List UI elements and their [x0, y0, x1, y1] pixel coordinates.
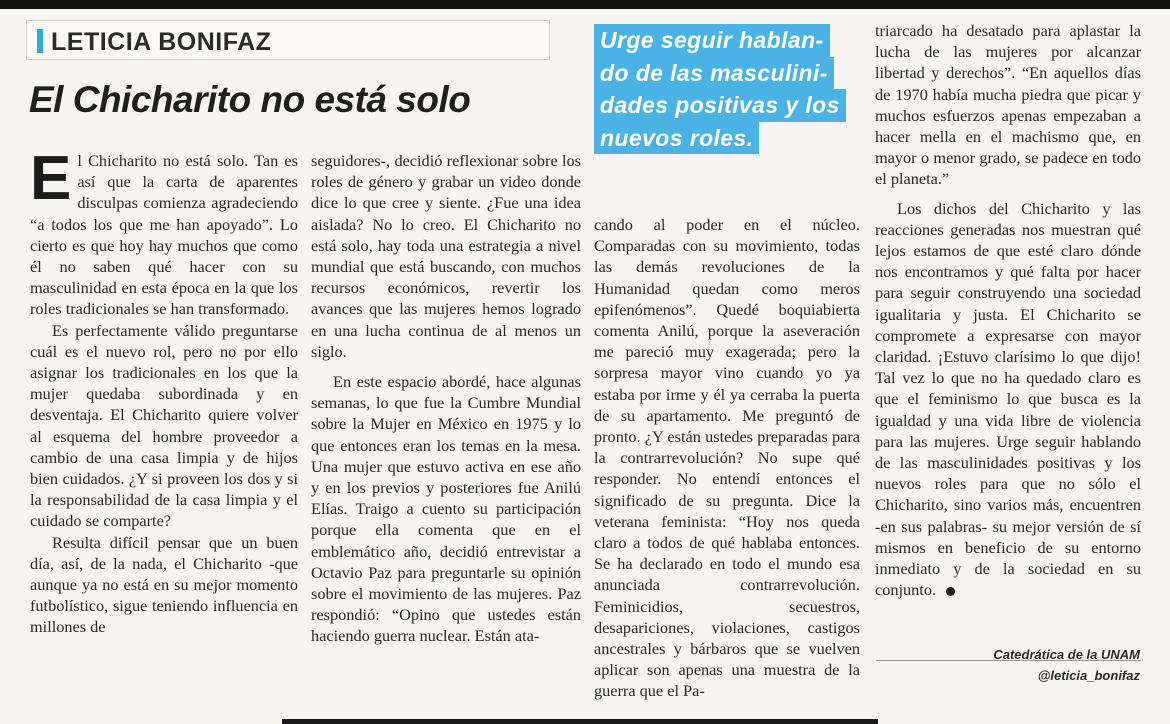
paragraph: cando al poder en el núcleo. Comparadas con su movimiento, todas las demás revoluciones de la Humanidad quedan como meros epifenómenos”. Quedé boquiabierta comenta Anilú, porque la aseveración me pareció muy exagerada; pero la sorpresa mayor vino cuando yo ya estaba por irme y él ya cerraba la puerta de su apartamento. Me preguntó de pronto. ¿Y están ustedes preparadas para la contrarrevolución? No supe qué responder. No entendí entonces el significado de su pregunta. Dice la veterana feminista: “Hoy nos queda claro a todos de qué hablaba entonces. Se ha declarado en todo el mundo esa anunciada contrarrevolución. Feminicidios, secuestros, desapariciones, violaciones, castigos ancestrales y bárbaros que se vuelven aplicar son apenas una muestra de la guerra que el Pa- [594, 215, 860, 701]
paragraph-text: Los dichos del Chicharito y las reacciones generadas nos muestran qué lejos estamos de que esté claro dónde nos encontramos y qué falta por hacer para seguir construyendo una sociedad igualitaria y justa. El Chicharito se compromete a expresarse con mayor claridad. ¡Estuvo clarísimo lo que dijo! Tal vez lo que no ha quedado claro es que el feminismo lo que busca es la igualdad y una vida libre de violencia para las mujeres. Urge seguir hablando de las masculinidades positivas y los nuevos roles para que no sólo el Chicharito, sino varios más, encuentren -en sus palabras- su mejor versión de sí mismos en beneficio de su entorno inmediato y de la sociedad en su conjunto. [875, 198, 1141, 600]
pull-quote-line: dades positivas y los [594, 89, 846, 122]
pull-quote [594, 24, 864, 154]
paragraph: En este espacio abordé, hace algunas semanas, lo que fue la Cumbre Mundial sobre la Mujer en México en 1975 y lo que entonces eran los temas en la mesa. Una mujer que estuvo activa en ese año y en los previos y posteriores fue Anilú Elías. Traigo a cuento su participación porque ella comenta que en el emblemático año, decidió entrevistar a Octavio Paz para preguntarle su opinión sobre el movimiento de las mujeres. Paz respondió: “Opino que ustedes están haciendo guerra nuclear. Están ata- [311, 372, 581, 646]
article-column-4 [875, 20, 1141, 600]
top-border [0, 0, 1170, 9]
paragraph: triarcado ha desatado para aplastar la lucha de las mujeres por alcanzar libertad y derechos”. “En aquellos días de 1970 había mucha piedra que picar y muchos esfuerzos apenas empezaban a hacer mella en el machismo que, en mayor o menor grado, se padece en todo el planeta.” [875, 21, 1141, 189]
author-handle: @leticia_bonifaz [1037, 668, 1140, 683]
paragraph [30, 144, 298, 320]
byline-accent-bar [37, 29, 43, 53]
bottom-border [282, 719, 878, 724]
pull-quote-line: Urge seguir hablan- [594, 24, 830, 57]
paragraph: Resulta difícil pensar que un buen día, así, de la nada, el Chicharito -que aunque ya no está en su mejor momento futbolístico, sigue teniendo influencia en millones de [30, 532, 298, 637]
paragraph [875, 198, 1141, 601]
end-mark-icon [946, 587, 955, 596]
article-column-3 [594, 214, 860, 702]
article-column-1 [30, 144, 298, 638]
paragraph: Es perfectamente válido preguntarse cuál es el nuevo rol, pero no por ello asignar los tradicionales en los que la mujer quedaba subordinada y en desventaja. El Chicharito quiere volver al esquema del hombre proveedor a cambio de una casa limpia y de hijos bien cuidados. ¿Y si proveen los dos y si la responsabilidad de la casa limpia y el cuidado se comparte? [30, 320, 298, 531]
author-name: LETICIA BONIFAZ [51, 28, 272, 56]
article-headline: El Chicharito no está solo [29, 79, 471, 120]
drop-cap: E [30, 144, 72, 213]
article-column-2 [311, 150, 581, 647]
paragraph: seguidores-, decidió reflexionar sobre los roles de género y grabar un video donde dice lo que cree y siente. ¿Fue una idea aislada? No lo creo. El Chicharito no está solo, hay toda una estrategia a nivel mundial que está buscando, con muchos recursos económicos, revertir los avances que las mujeres hemos logrado en una lucha continua de al menos un siglo. [311, 151, 581, 361]
paragraph-text: l Chicharito no está solo. Tan es así que la carta de aparentes disculpas comienza agradeciendo “a todos los que me han apoyado”. Lo cierto es que hoy hay muchos que como él no saben qué hacer con su masculinidad en esta época en la que los roles tradicionales se han transformado. [30, 151, 298, 319]
byline-box [26, 20, 550, 60]
author-title: Catedrática de la UNAM [993, 647, 1140, 662]
pull-quote-line: do de las masculini- [594, 57, 834, 90]
pull-quote-line: nuevos roles. [594, 122, 759, 155]
